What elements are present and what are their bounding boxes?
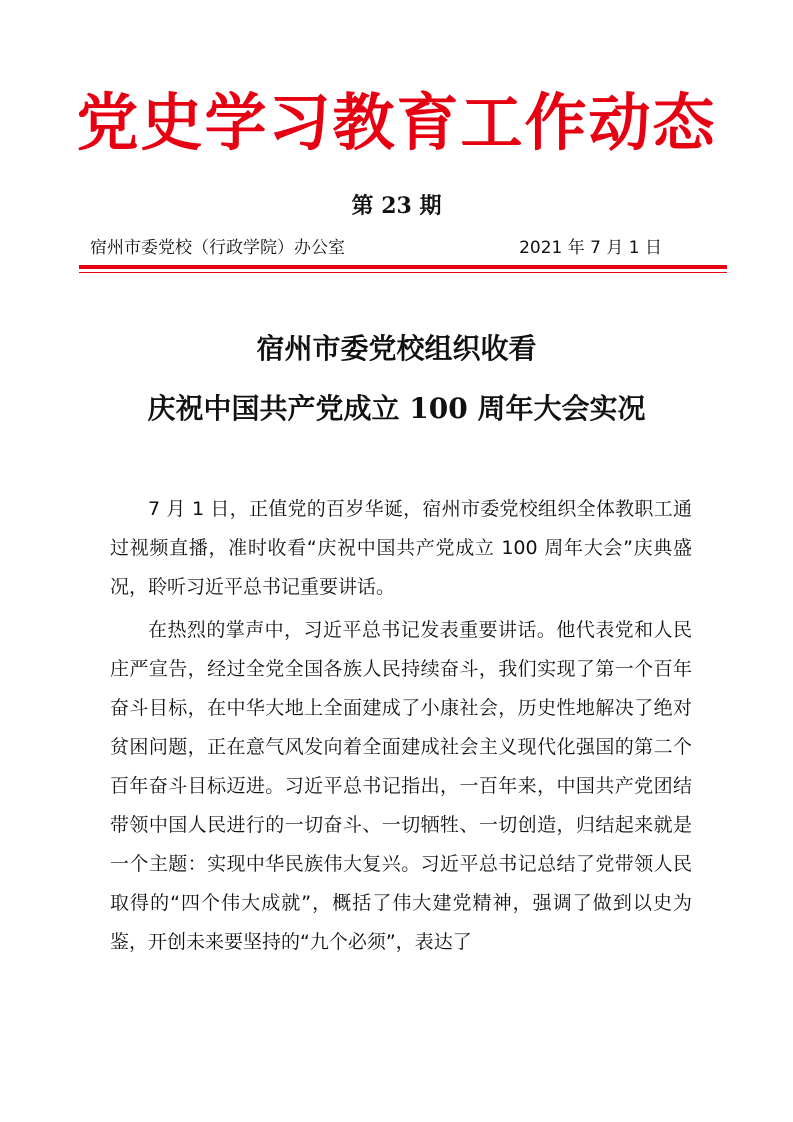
article-title-line-2: 庆祝中国共产党成立 100 周年大会实况 (147, 392, 646, 425)
issuer-row (90, 236, 700, 260)
issuer-name: 宿州市委党校（行政学院）办公室 (90, 238, 345, 258)
issue-number: 第 23 期 (351, 193, 442, 219)
header-divider-thick (79, 265, 727, 269)
article-body (110, 490, 692, 966)
issue-date: 2021 年 7 月 1 日 (519, 238, 662, 258)
header-divider-thin (79, 272, 727, 273)
paragraph: 在热烈的掌声中，习近平总书记发表重要讲话。他代表党和人民庄严宣告，经过全党全国各族人民持续奋斗，我们实现了第一个百年奋斗目标，在中华大地上全面建成了小康社会，历史性地解决了绝对贫困问题，正在意气风发向着全面建成社会主义现代化强国的第二个百年奋斗目标迈进。习近平总书记指出，一百年来，中国共产党团结带领中国人民进行的一切奋斗、一切牺牲、一切创造，归结起来就是一个主题：实现中华民族伟大复兴。习近平总书记总结了党带领人民取得的“四个伟大成就”，概括了伟大建党精神，强调了做到以史为鉴，开创未来要坚持的“九个必须”，表达了 (110, 619, 692, 953)
article-title-line-1: 宿州市委党校组织收看 (256, 332, 537, 365)
paragraph: 7 月 1 日，正值党的百岁华诞，宿州市委党校组织全体教职工通过视频直播，准时收看“庆祝中国共产党成立 100 周年大会”庆典盛况，聆听习近平总书记重要讲话。 (110, 498, 692, 598)
masthead-title: 党史学习教育工作动态 (76, 86, 717, 159)
